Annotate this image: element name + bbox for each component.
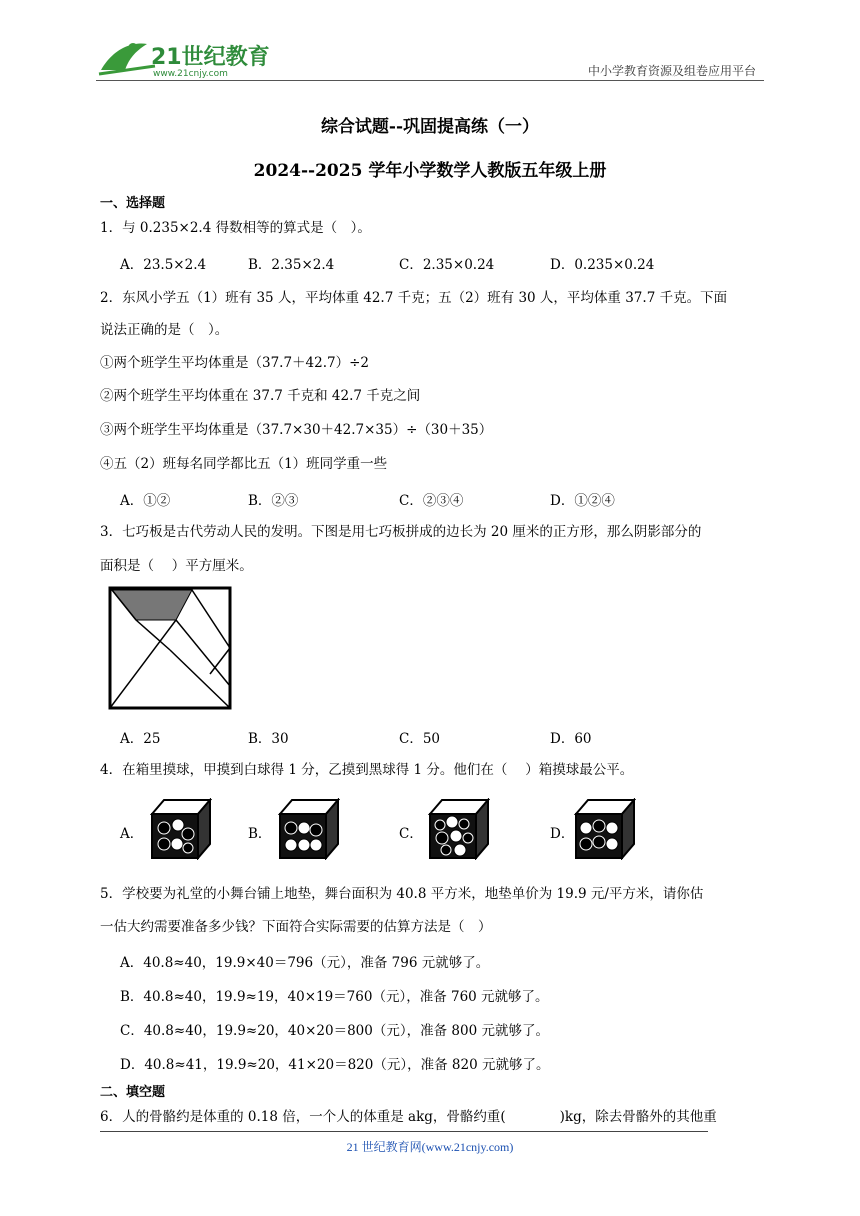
- footer-divider: [100, 1131, 708, 1132]
- question-5-stem-line2: 一估大约需要准备多少钱？下面符合实际需要的估算方法是（ ）: [100, 919, 492, 935]
- q4-label-a: A．: [120, 826, 144, 842]
- q2-statement-1: ①两个班学生平均体重是（37.7＋42.7）÷2: [100, 355, 370, 371]
- ball-box-a: [150, 798, 212, 864]
- page-title: 综合试题--巩固提高练（一）: [320, 117, 540, 137]
- q1-option-a: A．23.5×2.4: [120, 257, 207, 273]
- q2-option-d: D．①②④: [550, 493, 615, 509]
- question-3-stem-line1: 3．七巧板是古代劳动人民的发明。下图是用七巧板拼成的边长为 20 厘米的正方形，那么阴影部分的: [100, 524, 702, 540]
- q5-option-a: A．40.8≈40，19.9×40＝796（元），准备 796 元就够了。: [120, 955, 490, 971]
- question-2-stem-line1: 2．东风小学五（1）班有 35 人，平均体重 42.7 千克；五（2）班有 30 人，平均体重 37.7 千克。下面: [100, 290, 728, 306]
- q1-option-b: B．2.35×2.4: [248, 257, 335, 273]
- site-logo: [95, 36, 275, 82]
- q1-option-c: C．2.35×0.24: [399, 257, 495, 273]
- question-5-stem-line1: 5．学校要为礼堂的小舞台铺上地垫，舞台面积为 40.8 平方米，地垫单价为 19.9 元/平方米，请你估: [100, 886, 704, 902]
- q3-option-c: C．50: [399, 731, 441, 747]
- footer-link[interactable]: 21 世纪教育网(www.21cnjy.com): [346, 1140, 514, 1154]
- q2-statement-4: ④五（2）班每名同学都比五（1）班同学重一些: [100, 456, 388, 472]
- q5-option-c: C．40.8≈40，19.9≈20，40×20＝800（元），准备 800 元就够了。: [120, 1023, 549, 1039]
- q3-option-b: B．30: [248, 731, 289, 747]
- q1-option-d: D．0.235×0.24: [550, 257, 655, 273]
- section-heading-fill: 二、填空题: [100, 1085, 166, 1100]
- q5-option-b: B．40.8≈40，19.9≈19，40×19＝760（元），准备 760 元就够了。: [120, 989, 549, 1005]
- question-1-stem: 1．与 0.235×2.4 得数相等的算式是（ ）。: [100, 220, 371, 236]
- q5-option-d: D．40.8≈41，19.9≈20，41×20＝820（元），准备 820 元就够了。: [120, 1057, 550, 1073]
- q2-option-c: C．②③④: [399, 493, 464, 509]
- section-heading-choice: 一、选择题: [100, 196, 166, 211]
- q3-option-d: D．60: [550, 731, 592, 747]
- question-6-stem: 6．人的骨骼约是体重的 0.18 倍，一个人的体重是 akg，骨骼约重( )kg，除去骨骼外的其他重: [100, 1109, 717, 1125]
- header-divider: [96, 80, 764, 81]
- question-2-stem-line2: 说法正确的是（ ）。: [100, 322, 229, 338]
- q2-statement-3: ③两个班学生平均体重是（37.7×30＋42.7×35）÷（30＋35）: [100, 422, 493, 438]
- svg-text:21世纪教育: 21世纪教育: [151, 45, 270, 70]
- q4-label-c: C．: [399, 826, 423, 842]
- ball-box-b: [278, 798, 340, 864]
- q4-label-d: D．: [550, 826, 575, 842]
- page-subtitle: 2024--2025 学年小学数学人教版五年级上册: [253, 161, 607, 181]
- platform-name: 中小学教育资源及组卷应用平台: [587, 64, 756, 78]
- q2-option-b: B．②③: [248, 493, 299, 509]
- question-3-stem-line2: 面积是（ ）平方厘米。: [100, 558, 253, 574]
- q3-option-a: A．25: [120, 731, 161, 747]
- q2-option-a: A．①②: [120, 493, 171, 509]
- tangram-figure: [106, 586, 234, 716]
- svg-text:www.21cnjy.com: www.21cnjy.com: [153, 69, 228, 79]
- q2-statement-2: ②两个班学生平均体重在 37.7 千克和 42.7 千克之间: [100, 388, 421, 404]
- ball-box-c: [428, 798, 490, 864]
- question-4-stem: 4．在箱里摸球，甲摸到白球得 1 分，乙摸到黑球得 1 分。他们在（ ）箱摸球最公平。: [100, 762, 634, 778]
- ball-box-d: [574, 798, 636, 864]
- q4-label-b: B．: [248, 826, 272, 842]
